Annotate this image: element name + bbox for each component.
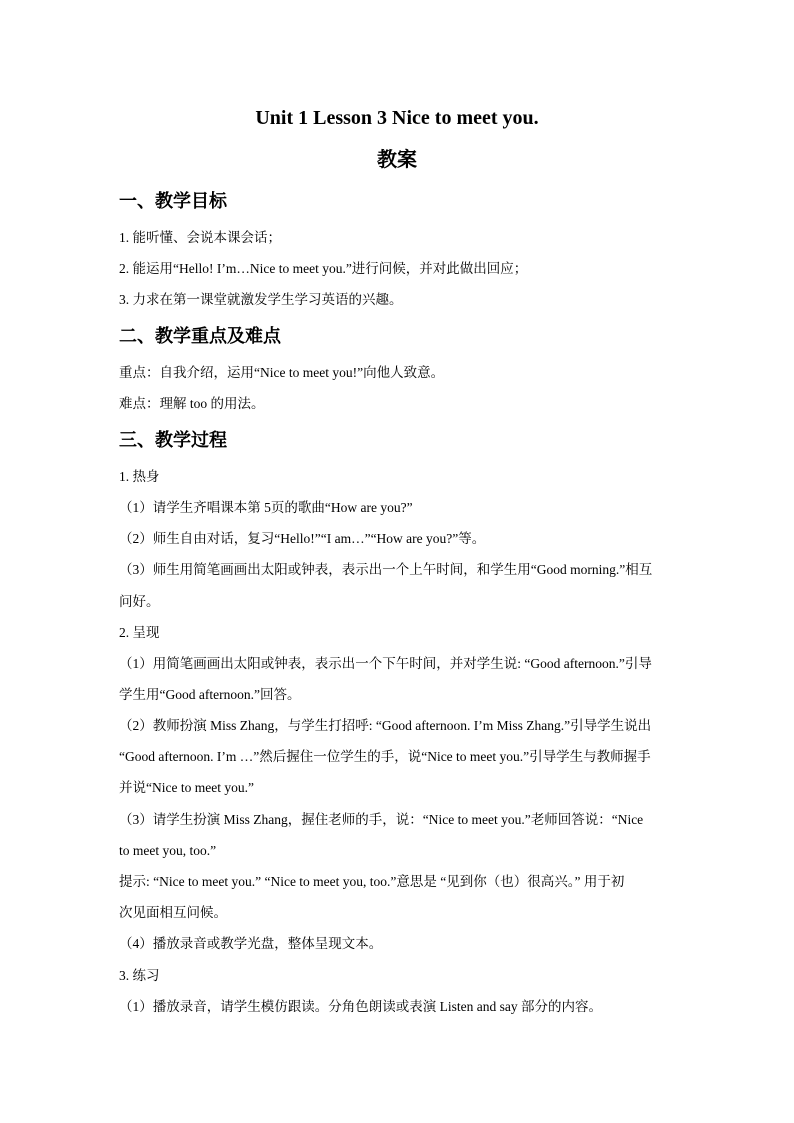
paragraph-line: 2. 呈现 bbox=[119, 625, 160, 640]
paragraph-line: “Good afternoon. I’m …”然后握住一位学生的手，说“Nice to meet you.”引导学生与教师握手 bbox=[119, 749, 651, 764]
document-subtitle: 教案 bbox=[377, 149, 417, 171]
paragraph-line: （1）播放录音，请学生模仿跟读。分角色朗读或表演 Listen and say 部分的内容。 bbox=[119, 999, 602, 1014]
paragraph-line: 重点：自我介绍，运用“Nice to meet you!”向他人致意。 bbox=[119, 365, 445, 380]
paragraph-line: （2）教师扮演 Miss Zhang，与学生打招呼: “Good afternoon. I’m Miss Zhang.”引导学生说出 bbox=[119, 718, 652, 733]
section-heading: 三、教学过程 bbox=[119, 430, 227, 450]
paragraph-line: 1. 能听懂、会说本课会话； bbox=[119, 230, 281, 245]
document-title: Unit 1 Lesson 3 Nice to meet you. bbox=[255, 107, 539, 129]
paragraph-line: （1）请学生齐唱课本第 5页的歌曲“How are you?” bbox=[119, 500, 413, 515]
paragraph-line: （1）用简笔画画出太阳或钟表，表示出一个下午时间，并对学生说: “Good afternoon.”引导 bbox=[119, 656, 652, 671]
paragraph-line: （3）师生用简笔画画出太阳或钟表，表示出一个上午时间，和学生用“Good morning.”相互 bbox=[119, 562, 653, 577]
paragraph-line: 1. 热身 bbox=[119, 469, 160, 484]
paragraph-line: （2）师生自由对话，复习“Hello!”“I am…”“How are you?”等。 bbox=[119, 531, 486, 546]
paragraph-line: 提示: “Nice to meet you.” “Nice to meet you, too.”意思是 “见到你（也）很高兴。” 用于初 bbox=[119, 874, 625, 889]
paragraph-line: 次见面相互问候。 bbox=[119, 905, 227, 920]
section-heading: 二、教学重点及难点 bbox=[119, 326, 281, 346]
paragraph-line: 难点：理解 too 的用法。 bbox=[119, 396, 265, 411]
paragraph-line: 2. 能运用“Hello! I’m…Nice to meet you.”进行问候，并对此做出回应； bbox=[119, 261, 528, 276]
paragraph-line: 学生用“Good afternoon.”回答。 bbox=[119, 687, 301, 702]
paragraph-line: 并说“Nice to meet you.” bbox=[119, 780, 254, 795]
paragraph-line: （4）播放录音或教学光盘，整体呈现文本。 bbox=[119, 936, 383, 951]
paragraph-line: 问好。 bbox=[119, 594, 160, 609]
paragraph-line: to meet you, too.” bbox=[119, 843, 217, 858]
paragraph-line: 3. 练习 bbox=[119, 968, 160, 983]
paragraph-line: 3. 力求在第一课堂就激发学生学习英语的兴趣。 bbox=[119, 292, 403, 307]
paragraph-line: （3）请学生扮演 Miss Zhang，握住老师的手，说：“Nice to meet you.”老师回答说：“Nice bbox=[119, 812, 644, 827]
section-heading: 一、教学目标 bbox=[119, 191, 227, 211]
